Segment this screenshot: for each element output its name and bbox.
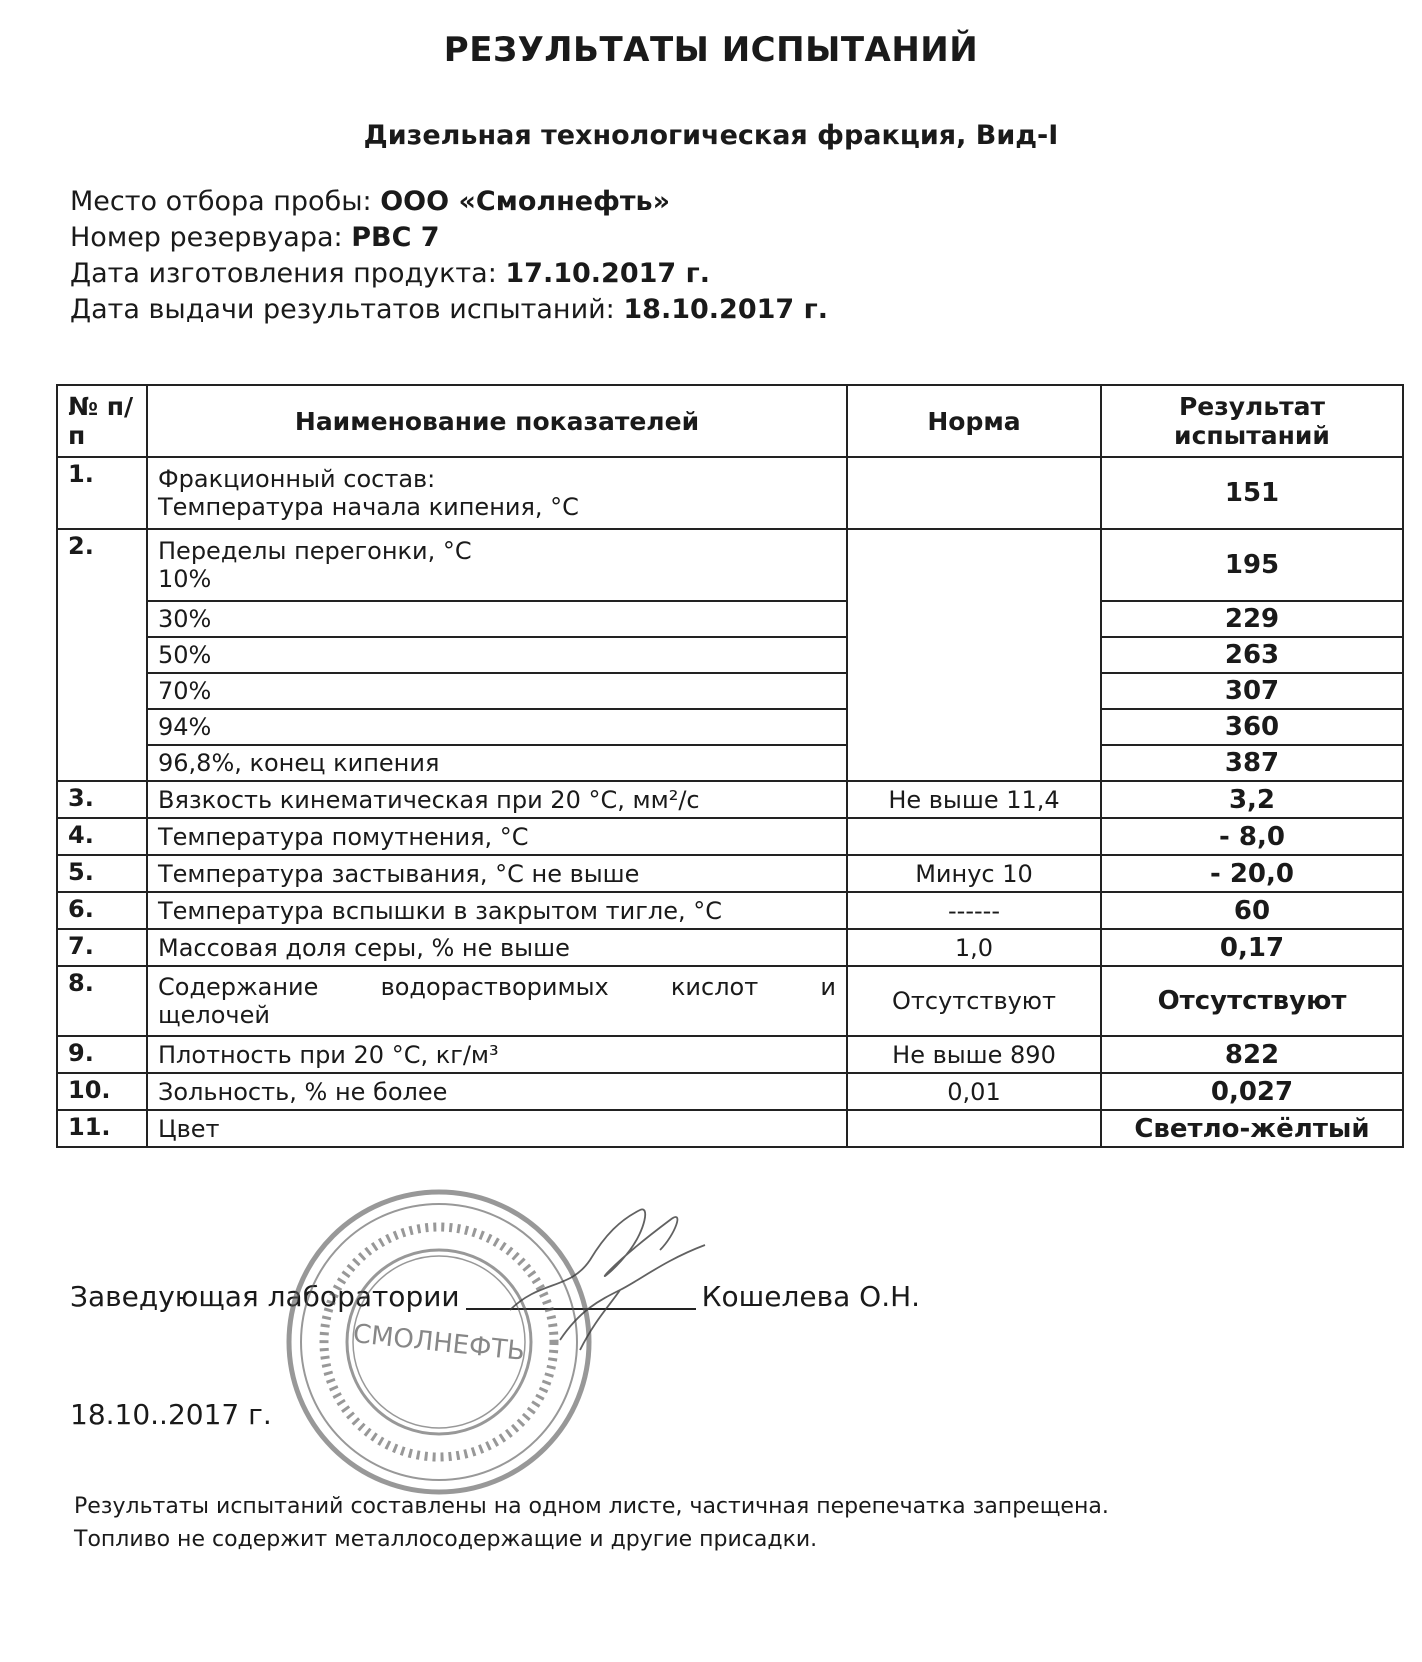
row-result: - 20,0 xyxy=(1101,855,1403,892)
row-number: 8. xyxy=(57,966,147,1036)
tank-line xyxy=(70,222,440,253)
row-name: Фракционный состав: Температура начала кипения, °С xyxy=(147,457,847,529)
signatory-position: Заведующая лаборатории xyxy=(70,1280,460,1313)
row-number: 7. xyxy=(57,929,147,966)
row-norm: Не выше 890 xyxy=(847,1036,1101,1073)
row-norm xyxy=(847,457,1101,529)
table-row xyxy=(57,892,1403,929)
sample-place-label: Место отбора пробы: xyxy=(70,186,372,217)
row-result: - 8,0 xyxy=(1101,818,1403,855)
row-result: 360 xyxy=(1101,709,1403,745)
row-name: Температура застывания, °С не выше xyxy=(147,855,847,892)
tank-value: РВС 7 xyxy=(351,222,440,253)
issue-date-label: Дата выдачи результатов испытаний: xyxy=(70,294,615,325)
table-row xyxy=(57,709,1403,745)
row-norm: 1,0 xyxy=(847,929,1101,966)
row-result: 0,17 xyxy=(1101,929,1403,966)
row-result: 0,027 xyxy=(1101,1073,1403,1110)
row-name: Зольность, % не более xyxy=(147,1073,847,1110)
row-norm: Минус 10 xyxy=(847,855,1101,892)
row-number: 2. xyxy=(57,529,147,781)
row-number: 6. xyxy=(57,892,147,929)
sample-place-value: ООО «Смолнефть» xyxy=(380,186,671,217)
row-result: 195 xyxy=(1101,529,1403,601)
table-row xyxy=(57,966,1403,1036)
row-result: 60 xyxy=(1101,892,1403,929)
table-row xyxy=(57,929,1403,966)
table-row xyxy=(57,1110,1403,1147)
row-norm xyxy=(847,529,1101,781)
row-name: Плотность при 20 °С, кг/м³ xyxy=(147,1036,847,1073)
row-name: Температура помутнения, °С xyxy=(147,818,847,855)
row-number: 3. xyxy=(57,781,147,818)
signature-date: 18.10..2017 г. xyxy=(70,1398,272,1431)
table-header-row xyxy=(57,385,1403,457)
row-number: 5. xyxy=(57,855,147,892)
row-result: 151 xyxy=(1101,457,1403,529)
table-row xyxy=(57,601,1403,637)
row-result: 3,2 xyxy=(1101,781,1403,818)
row-number: 9. xyxy=(57,1036,147,1073)
row-result: Отсутствуют xyxy=(1101,966,1403,1036)
row-norm: ------ xyxy=(847,892,1101,929)
row-number: 11. xyxy=(57,1110,147,1147)
table-row xyxy=(57,673,1403,709)
production-date-label: Дата изготовления продукта: xyxy=(70,258,497,289)
row-name: Переделы перегонки, °С 10% xyxy=(147,529,847,601)
footer-note-1: Результаты испытаний составлены на одном листе, частичная перепечатка запрещена. xyxy=(74,1494,1109,1519)
row-result: 387 xyxy=(1101,745,1403,781)
table-row xyxy=(57,1073,1403,1110)
header-result: Результат испытаний xyxy=(1101,385,1403,457)
row-name: 96,8%, конец кипения xyxy=(147,745,847,781)
row-name: Массовая доля серы, % не выше xyxy=(147,929,847,966)
footer-note-2: Топливо не содержит металлосодержащие и другие присадки. xyxy=(74,1527,818,1552)
table-row xyxy=(57,1036,1403,1073)
row-result: 307 xyxy=(1101,673,1403,709)
production-date-line xyxy=(70,258,710,289)
row-number: 4. xyxy=(57,818,147,855)
row-name: 30% xyxy=(147,601,847,637)
row-norm: Не выше 11,4 xyxy=(847,781,1101,818)
signatory-name: Кошелева О.Н. xyxy=(701,1280,921,1313)
table-row xyxy=(57,855,1403,892)
row-name: 50% xyxy=(147,637,847,673)
row-result: Светло-жёлтый xyxy=(1101,1110,1403,1147)
row-name: Цвет xyxy=(147,1110,847,1147)
header-no: № п/п xyxy=(57,385,147,457)
table-row xyxy=(57,781,1403,818)
production-date-value: 17.10.2017 г. xyxy=(505,258,710,289)
row-result: 263 xyxy=(1101,637,1403,673)
row-norm: Отсутствуют xyxy=(847,966,1101,1036)
row-name: Содержание водорастворимых кислот и щелочей xyxy=(147,966,847,1036)
document-subtitle: Дизельная технологическая фракция, Вид-I xyxy=(363,120,1059,151)
stamp-center-text: СМОЛНЕФТЬ xyxy=(351,1319,527,1367)
row-norm xyxy=(847,818,1101,855)
sample-place-line xyxy=(70,186,670,217)
issue-date-line xyxy=(70,294,828,325)
header-norm: Норма xyxy=(847,385,1101,457)
header-name: Наименование показателей xyxy=(147,385,847,457)
row-number: 1. xyxy=(57,457,147,529)
table-row xyxy=(57,529,1403,601)
results-table xyxy=(56,384,1404,1148)
row-result: 229 xyxy=(1101,601,1403,637)
table-row xyxy=(57,745,1403,781)
document-title: РЕЗУЛЬТАТЫ ИСПЫТАНИЙ xyxy=(443,30,979,70)
row-norm: 0,01 xyxy=(847,1073,1101,1110)
tank-label: Номер резервуара: xyxy=(70,222,343,253)
row-result: 822 xyxy=(1101,1036,1403,1073)
row-name: Температура вспышки в закрытом тигле, °С xyxy=(147,892,847,929)
row-name: 94% xyxy=(147,709,847,745)
row-name: Вязкость кинематическая при 20 °С, мм²/с xyxy=(147,781,847,818)
table-row xyxy=(57,457,1403,529)
table-row xyxy=(57,637,1403,673)
table-row xyxy=(57,818,1403,855)
row-name: 70% xyxy=(147,673,847,709)
handwritten-signature xyxy=(500,1190,720,1360)
row-number: 10. xyxy=(57,1073,147,1110)
issue-date-value: 18.10.2017 г. xyxy=(623,294,828,325)
row-norm xyxy=(847,1110,1101,1147)
